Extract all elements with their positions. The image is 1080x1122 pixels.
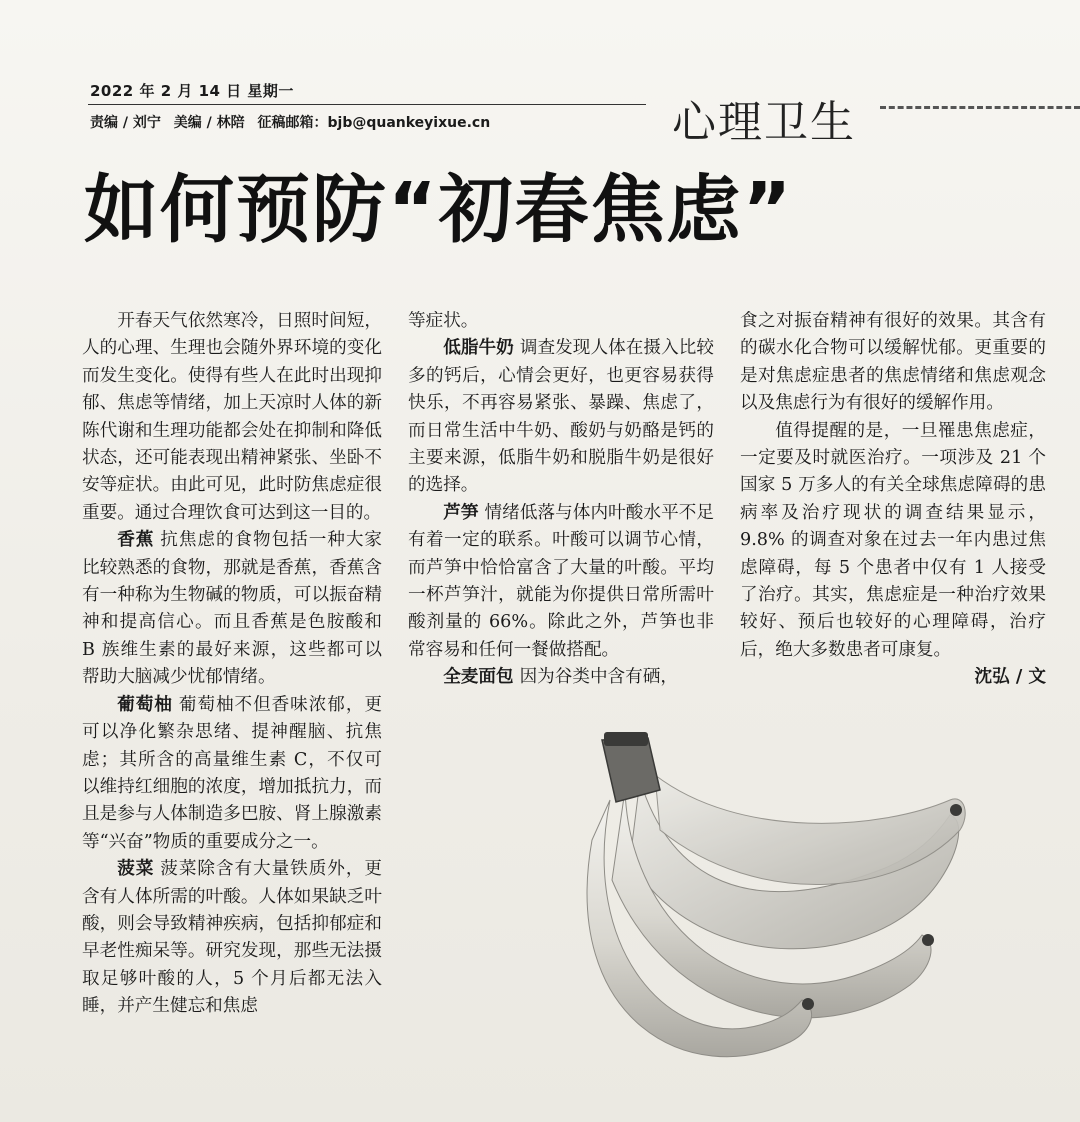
article-column-3 — [740, 308, 1046, 692]
author-byline: 沈弘 / 文 — [974, 667, 1046, 688]
banana-bunch-icon — [520, 720, 1040, 1120]
section-divider — [880, 106, 1080, 109]
section-lowfat-milk: 低脂牛奶 调查发现人体在摄入比较多的钙后，心情会更好，也更容易获得快乐，不再容易紧张、暴躁、焦虑了，而日常生活中牛奶、酸奶与奶酪是钙的主要来源，低脂牛奶和脱脂牛奶是很好的选择。 — [408, 338, 714, 496]
section-spinach: 菠菜 菠菜除含有大量铁质外，更含有人体所需的叶酸。人体如果缺乏叶酸，则会导致精神疾病，包括抑郁症和早老性痴呆等。研究发现，那些无法摄取足够叶酸的人，5 个月后都无法入睡，并产生健忘和焦虑 — [82, 859, 382, 1017]
intro-paragraph: 开春天气依然寒冷，日照时间短，人的心理、生理也会随外界环境的变化而发生变化。使得有些人在此时出现抑郁、焦虑等情绪，加上天凉时人体的新陈代谢和生理功能都会处在抑制和降低状态，还可能表现出精神紧张、坐卧不安等症状。由此可见，此时防焦虑症很重要。通过合理饮食可达到这一目的。 — [82, 311, 382, 523]
banana-stem — [602, 738, 660, 802]
article-headline: 如何预防“初春焦虑” — [84, 167, 794, 253]
section-heading: 低脂牛奶 — [443, 338, 514, 359]
section-heading: 葡萄柚 — [117, 694, 173, 715]
editor-credits — [90, 112, 498, 132]
section-asparagus: 芦笋 情绪低落与体内叶酸水平不足有着一定的联系。叶酸可以调节心情，而芦笋中恰恰富含了大量的叶酸。平均一杯芦笋汁，就能为你提供日常所需叶酸剂量的 66%。除此之外，芦笋也非常容易和任何一餐做搭配。 — [408, 502, 714, 660]
editor-credit: 责编 / 刘宁 — [90, 115, 161, 131]
section-heading: 香蕉 — [117, 530, 155, 551]
reminder-paragraph: 值得提醒的是，一旦罹患焦虑症，一定要及时就医治疗。一项涉及 21 个国家 5 万多人的有关全球焦虑障碍的患病率及治疗现状的调查结果显示，9.8% 的调查对象在过去一年内患过焦虑障碍，每 5 个患者中仅有 1 人接受了治疗。其实，焦虑症是一种治疗效果较好、预后也较好的心理障碍，治疗后，绝大多数患者可康复。 — [740, 420, 1046, 660]
spinach-continuation: 等症状。 — [408, 311, 479, 331]
article-column-1 — [82, 308, 382, 1021]
section-heading: 全麦面包 — [443, 667, 514, 688]
section-wholewheat-bread: 全麦面包 因为谷类中含有硒， — [443, 667, 678, 688]
bread-continuation: 食之对振奋精神有很好的效果。其含有的碳水化合物可以缓解忧郁。更重要的是对焦虑症患者的焦虑情绪和焦虑观念以及焦虑行为有很好的缓解作用。 — [740, 311, 1046, 414]
masthead-divider — [88, 104, 646, 105]
submission-email: 征稿邮箱：bjb@quankeyixue.cn — [257, 115, 491, 131]
section-grapefruit: 葡萄柚 葡萄柚不但香味浓郁，更可以净化繁杂思绪、提神醒脑、抗焦虑；其所含的高量维生素 C，不仅可以维持红细胞的浓度，增加抵抗力，而且是参与人体制造多巴胺、肾上腺激素等“兴奋”物质的重要成分之一。 — [82, 694, 382, 852]
section-banana: 香蕉 抗焦虑的食物包括一种大家比较熟悉的食物，那就是香蕉，香蕉含有一种称为生物碱的物质，可以振奋精神和提高信心。而且香蕉是色胺酸和 B 族维生素的最好来源，这些都可以帮助大脑减少忧郁情绪。 — [82, 530, 382, 688]
section-title: 心理卫生 — [672, 97, 856, 148]
section-heading: 菠菜 — [117, 859, 155, 880]
section-heading: 芦笋 — [443, 502, 479, 523]
article-column-2 — [408, 308, 714, 692]
issue-date: 2022 年 2 月 14 日 星期一 — [90, 82, 294, 100]
designer-credit: 美编 / 林陪 — [173, 115, 245, 131]
